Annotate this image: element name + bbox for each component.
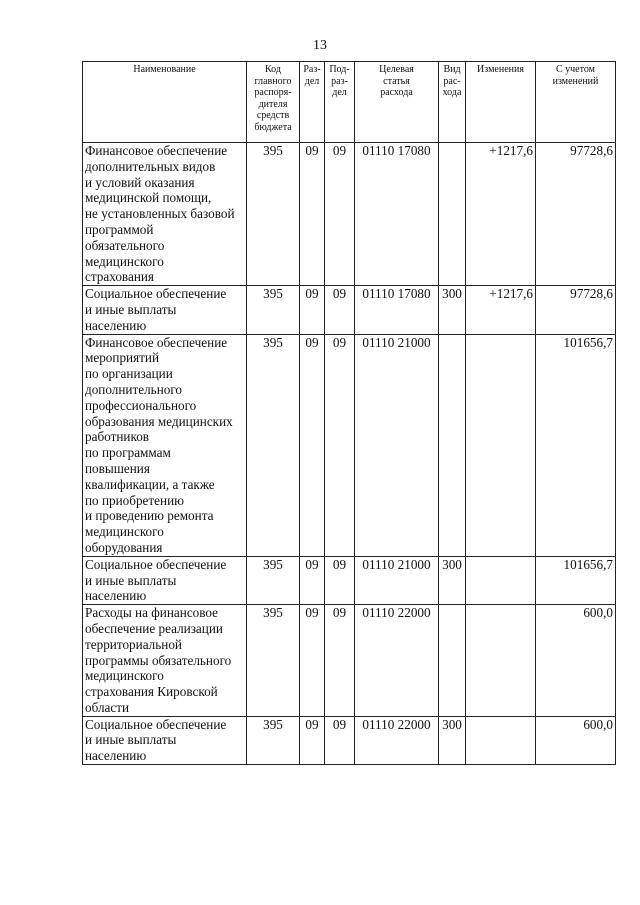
cell-name bbox=[83, 334, 247, 556]
cell-name bbox=[83, 716, 247, 764]
name-line: мероприятий bbox=[85, 350, 160, 366]
cell-section: 09 bbox=[300, 143, 325, 286]
name-line: профессионального bbox=[85, 397, 197, 413]
cell-total: 97728,6 bbox=[536, 143, 616, 286]
name-line: дополнительных видов bbox=[85, 158, 216, 174]
header-line: средств bbox=[256, 110, 290, 121]
header-line: дителя bbox=[258, 98, 288, 110]
name-line: медицинского bbox=[85, 524, 164, 540]
cell-code: 395 bbox=[247, 286, 300, 334]
cell-section: 09 bbox=[300, 605, 325, 717]
table-row bbox=[83, 716, 616, 764]
table-row bbox=[83, 334, 616, 556]
table-row bbox=[83, 143, 616, 286]
cell-code: 395 bbox=[247, 716, 300, 764]
cell-type bbox=[439, 334, 466, 556]
name-line: и иные выплаты bbox=[85, 732, 177, 748]
name-line: медицинской помощи, bbox=[85, 190, 212, 206]
header-line: Целевая bbox=[379, 64, 414, 75]
cell-target: 01110 22000 bbox=[355, 605, 439, 717]
name-line: работников bbox=[85, 429, 150, 445]
header-line: С учетом bbox=[555, 64, 595, 75]
cell-type bbox=[439, 605, 466, 717]
header-line: Изменения bbox=[477, 64, 524, 75]
cell-section: 09 bbox=[300, 716, 325, 764]
cell-code: 395 bbox=[247, 605, 300, 717]
cell-section: 09 bbox=[300, 286, 325, 334]
header-line: расхода bbox=[380, 87, 413, 98]
name-line: Социальное обеспечение bbox=[85, 286, 227, 302]
header-line: дел bbox=[304, 75, 320, 87]
cell-subsection: 09 bbox=[325, 605, 355, 717]
name-line: медицинского bbox=[85, 253, 164, 269]
cell-total: 101656,7 bbox=[536, 556, 616, 604]
cell-change bbox=[466, 605, 536, 717]
cell-code: 395 bbox=[247, 556, 300, 604]
name-line: страхования Кировской bbox=[85, 684, 218, 700]
header-line: статья bbox=[383, 75, 410, 87]
name-line: медицинского bbox=[85, 668, 164, 684]
header-line: раз- bbox=[331, 75, 348, 87]
name-line: населению bbox=[85, 588, 147, 604]
cell-section: 09 bbox=[300, 334, 325, 556]
name-line: области bbox=[85, 699, 130, 715]
cell-type: 300 bbox=[439, 716, 466, 764]
table-header-row bbox=[83, 62, 616, 143]
header-line: распоря- bbox=[254, 87, 292, 98]
cell-name bbox=[83, 605, 247, 717]
table-row bbox=[83, 556, 616, 604]
header-total bbox=[536, 62, 616, 143]
header-name bbox=[83, 62, 247, 143]
cell-subsection: 09 bbox=[325, 716, 355, 764]
name-line: страхования bbox=[85, 269, 154, 285]
header-line: хода bbox=[442, 87, 462, 98]
header-target bbox=[355, 62, 439, 143]
cell-change bbox=[466, 716, 536, 764]
name-line: обеспечение реализации bbox=[85, 620, 223, 636]
cell-target: 01110 21000 bbox=[355, 334, 439, 556]
page-number: 13 bbox=[313, 38, 327, 53]
cell-total: 600,0 bbox=[536, 605, 616, 717]
name-line: и условий оказания bbox=[85, 174, 195, 190]
name-line: и иные выплаты bbox=[85, 572, 177, 588]
table-body bbox=[83, 143, 616, 765]
cell-total: 600,0 bbox=[536, 716, 616, 764]
cell-total: 101656,7 bbox=[536, 334, 616, 556]
cell-name bbox=[83, 143, 247, 286]
cell-type: 300 bbox=[439, 556, 466, 604]
name-line: и проведению ремонта bbox=[85, 508, 214, 524]
header-line: Раз- bbox=[303, 64, 321, 75]
name-line: по организации bbox=[85, 366, 173, 382]
header-line: главного bbox=[254, 75, 292, 87]
header-line: Код bbox=[265, 64, 281, 75]
name-line: не установленных базовой bbox=[85, 206, 235, 222]
name-line: Социальное обеспечение bbox=[85, 556, 227, 572]
cell-subsection: 09 bbox=[325, 143, 355, 286]
header-change bbox=[466, 62, 536, 143]
cell-name bbox=[83, 286, 247, 334]
table-row bbox=[83, 286, 616, 334]
name-line: по программам bbox=[85, 445, 171, 461]
header-line: изменений bbox=[552, 75, 599, 87]
table-row bbox=[83, 605, 616, 717]
name-line: территориальной bbox=[85, 636, 182, 652]
cell-change: +1217,6 bbox=[466, 286, 536, 334]
cell-section: 09 bbox=[300, 556, 325, 604]
name-line: оборудования bbox=[85, 539, 163, 555]
header-section bbox=[300, 62, 325, 143]
cell-type bbox=[439, 143, 466, 286]
header-line: Вид bbox=[443, 64, 461, 75]
header-code bbox=[247, 62, 300, 143]
cell-code: 395 bbox=[247, 143, 300, 286]
name-line: образования медицинских bbox=[85, 413, 233, 429]
header-line: бюджета bbox=[254, 121, 292, 133]
cell-target: 01110 21000 bbox=[355, 556, 439, 604]
cell-target: 01110 17080 bbox=[355, 286, 439, 334]
cell-subsection: 09 bbox=[325, 334, 355, 556]
cell-change bbox=[466, 334, 536, 556]
name-line: Социальное обеспечение bbox=[85, 716, 227, 732]
header-line: рас- bbox=[443, 75, 461, 87]
cell-name bbox=[83, 556, 247, 604]
name-line: Финансовое обеспечение bbox=[85, 143, 228, 158]
header-type bbox=[439, 62, 466, 143]
name-line: обязательного bbox=[85, 237, 165, 253]
name-line: Расходы на финансовое bbox=[85, 605, 219, 621]
name-line: дополнительного bbox=[85, 381, 183, 397]
name-line: программой bbox=[85, 221, 154, 237]
header-subsection bbox=[325, 62, 355, 143]
cell-subsection: 09 bbox=[325, 556, 355, 604]
cell-change bbox=[466, 556, 536, 604]
name-line: населению bbox=[85, 748, 147, 764]
name-line: квалификации, а также bbox=[85, 476, 215, 492]
name-line: населению bbox=[85, 317, 147, 333]
cell-change: +1217,6 bbox=[466, 143, 536, 286]
name-line: повышения bbox=[85, 460, 150, 476]
cell-type: 300 bbox=[439, 286, 466, 334]
name-line: по приобретению bbox=[85, 492, 184, 508]
header-line: Под- bbox=[329, 64, 350, 75]
cell-target: 01110 17080 bbox=[355, 143, 439, 286]
cell-code: 395 bbox=[247, 334, 300, 556]
cell-subsection: 09 bbox=[325, 286, 355, 334]
header-line: дел bbox=[332, 87, 347, 98]
name-line: и иные выплаты bbox=[85, 301, 177, 317]
cell-target: 01110 22000 bbox=[355, 716, 439, 764]
header-line: Наименование bbox=[133, 64, 196, 75]
name-line: Финансовое обеспечение bbox=[85, 334, 228, 350]
budget-table bbox=[82, 61, 616, 765]
name-line: программы обязательного bbox=[85, 652, 232, 668]
cell-total: 97728,6 bbox=[536, 286, 616, 334]
